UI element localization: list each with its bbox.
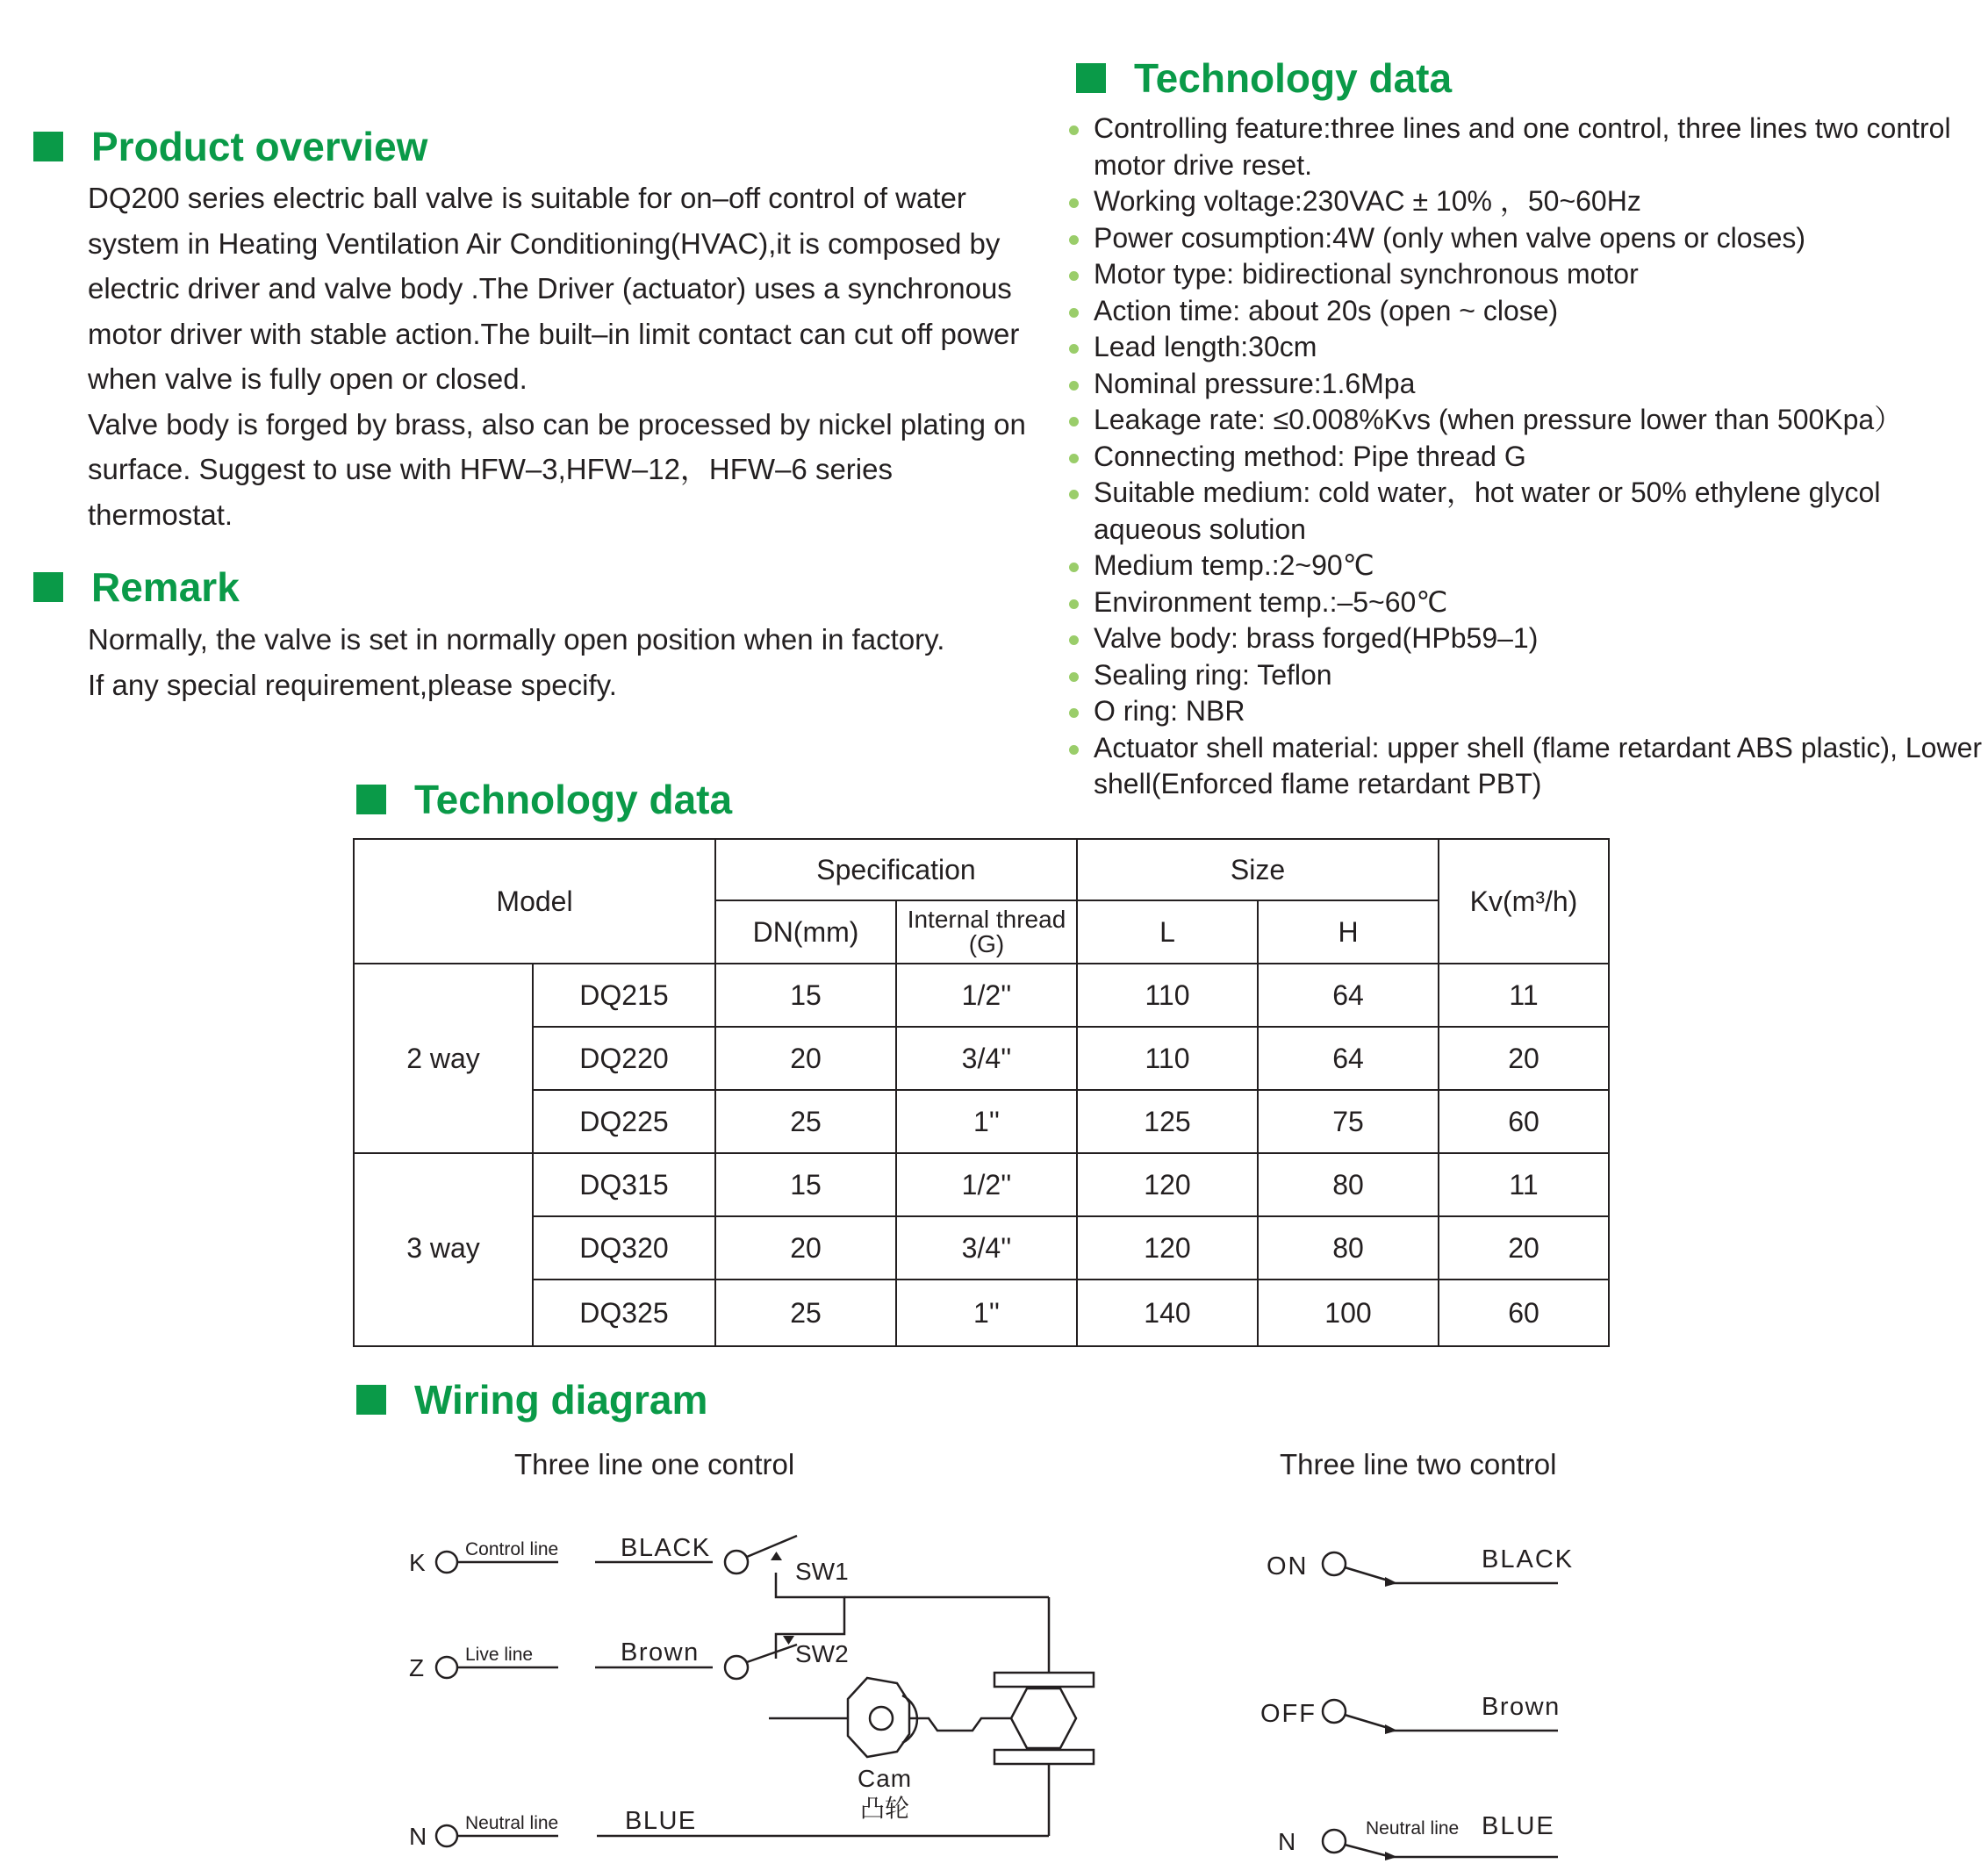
cell-thread: 3/4'': [896, 1216, 1077, 1280]
cell-thread: 1/2'': [896, 964, 1077, 1027]
cell-kv: 20: [1439, 1027, 1609, 1090]
cell-h: 75: [1258, 1090, 1439, 1153]
label-n: N: [409, 1823, 427, 1850]
overview-paragraph-1: DQ200 series electric ball valve is suitable for on–off control of water system in Heating Ventilation Air Conditioning(HVAC),it is composed by electric driver and valve body .The Driver (actuator) uses a synchronous motor driver with stable action.The built–in limit contact can cut off power when valve is fully open or closed.: [88, 182, 1020, 395]
label-k: K: [409, 1549, 426, 1576]
header-dn: DN(mm): [715, 900, 896, 964]
label-n-right: N: [1278, 1828, 1296, 1855]
wiring-title: Wiring diagram: [414, 1377, 708, 1423]
group-cell: 3 way: [354, 1216, 533, 1280]
label-brown: Brown: [621, 1638, 700, 1667]
tech-item-text: Leakage rate: ≤0.008%Kvs (when pressure lower than 500Kpa）: [1094, 404, 1903, 435]
tech-item-text: Lead length:30cm: [1094, 331, 1317, 362]
label-black: BLACK: [621, 1534, 711, 1562]
remark-line-1: Normally, the valve is set in normally open position when in factory.: [88, 623, 945, 656]
cell-dn: 15: [715, 1153, 896, 1216]
tech-item-text: Actuator shell material: upper shell (flame retardant ABS plastic), Lower shell(Enforced flame retardant PBT): [1094, 731, 1983, 799]
header-h: H: [1258, 900, 1439, 964]
tech-item-text: Medium temp.:2~90℃: [1094, 549, 1374, 581]
tech-item-text: Controlling feature:three lines and one control, three lines two control motor drive reset.: [1094, 112, 1951, 181]
cell-h: 100: [1258, 1280, 1439, 1346]
label-live-line: Live line: [465, 1645, 534, 1665]
cell-dn: 20: [715, 1216, 896, 1280]
remark-title: Remark: [91, 564, 240, 610]
cell-l: 120: [1077, 1153, 1258, 1216]
label-brown-right: Brown: [1482, 1693, 1561, 1721]
cell-dn: 25: [715, 1280, 896, 1346]
tech-item-text: Environment temp.:–5~60℃: [1094, 585, 1448, 618]
cell-h: 80: [1258, 1153, 1439, 1216]
cell-l: 110: [1077, 964, 1258, 1027]
cell-h: 80: [1258, 1216, 1439, 1280]
cell-kv: 60: [1439, 1280, 1609, 1346]
header-kv: Kv(m³/h): [1439, 839, 1609, 964]
cell-model: DQ215: [533, 964, 715, 1027]
label-blue: BLUE: [625, 1807, 697, 1835]
tech-item-text: Nominal pressure:1.6Mpa: [1094, 367, 1416, 399]
cell-thread: 1/2'': [896, 1153, 1077, 1216]
label-cam: Cam: [858, 1765, 913, 1792]
terminal-off: [1323, 1700, 1346, 1723]
left-diagram-title: Three line one control: [514, 1448, 795, 1480]
terminal-on: [1323, 1552, 1346, 1575]
cell-kv: 20: [1439, 1216, 1609, 1280]
label-sw1: SW1: [795, 1558, 849, 1585]
cell-l: 125: [1077, 1090, 1258, 1153]
cell-dn: 25: [715, 1090, 896, 1153]
label-blue-right: BLUE: [1482, 1812, 1555, 1840]
cell-dn: 15: [715, 964, 896, 1027]
tech-item-text: O ring: NBR: [1094, 695, 1245, 727]
tech-table-title: Technology data: [414, 777, 733, 822]
cell-dn: 20: [715, 1027, 896, 1090]
off-arrow-icon: [1385, 1724, 1397, 1734]
cell-thread: 1'': [896, 1090, 1077, 1153]
cell-l: 120: [1077, 1216, 1258, 1280]
on-arrow-icon: [1385, 1577, 1397, 1587]
terminal-n-right: [1323, 1830, 1346, 1853]
label-neutral-line: Neutral line: [465, 1813, 559, 1833]
group-cell: 2 way: [354, 1027, 533, 1090]
product-overview-title: Product overview: [91, 124, 428, 169]
tech-item-text: Power cosumption:4W (only when valve opens or closes): [1094, 221, 1806, 254]
cell-l: 140: [1077, 1280, 1258, 1346]
label-control-line: Control line: [465, 1539, 559, 1559]
tech-item-text: Valve body: brass forged(HPb59–1): [1094, 622, 1539, 654]
tech-item-text: Suitable medium: cold water，hot water or 50% ethylene glycol aqueous solution: [1094, 477, 1881, 545]
label-on: ON: [1267, 1552, 1309, 1581]
header-size: Size: [1077, 839, 1439, 900]
cell-h: 64: [1258, 1027, 1439, 1090]
cell-model: DQ225: [533, 1090, 715, 1153]
remark-line-2: If any special requirement,please specify.: [88, 668, 617, 701]
cell-thread: 3/4'': [896, 1027, 1077, 1090]
tech-item-text: Motor type: bidirectional synchronous motor: [1094, 258, 1639, 290]
cell-thread: 1'': [896, 1280, 1077, 1346]
label-sw2: SW2: [795, 1640, 849, 1667]
tech-item-text: Action time: about 20s (open ~ close): [1094, 294, 1559, 326]
label-neutral-line-right: Neutral line: [1366, 1818, 1460, 1839]
header-model: Model: [354, 839, 715, 964]
tech-list-title: Technology data: [1134, 55, 1453, 101]
overview-paragraph-2: Valve body is forged by brass, also can be processed by nickel plating on surface. Suggest to use with HFW–3,HFW–12，HFW–6 series thermostat.: [88, 407, 1026, 531]
header-thread: Internal thread (G): [896, 900, 1077, 964]
label-z: Z: [409, 1654, 425, 1681]
cell-model: DQ320: [533, 1216, 715, 1280]
header-l: L: [1077, 900, 1258, 964]
cell-model: DQ325: [533, 1280, 715, 1346]
right-diagram-title: Three line two control: [1280, 1448, 1557, 1480]
cell-h: 64: [1258, 964, 1439, 1027]
label-cam-cn: 凸轮: [860, 1795, 910, 1822]
cell-kv: 11: [1439, 964, 1609, 1027]
label-black-right: BLACK: [1482, 1545, 1575, 1574]
label-off: OFF: [1260, 1700, 1317, 1728]
cell-l: 110: [1077, 1027, 1258, 1090]
cell-model: DQ315: [533, 1153, 715, 1216]
tech-item-text: Connecting method: Pipe thread G: [1094, 440, 1526, 472]
header-specification: Specification: [715, 839, 1077, 900]
cell-kv: 11: [1439, 1153, 1609, 1216]
tech-item-text: Sealing ring: Teflon: [1094, 658, 1332, 691]
tech-item-text: Working voltage:230VAC ± 10% ，50~60Hz: [1094, 185, 1641, 217]
cell-kv: 60: [1439, 1090, 1609, 1153]
cell-model: DQ220: [533, 1027, 715, 1090]
